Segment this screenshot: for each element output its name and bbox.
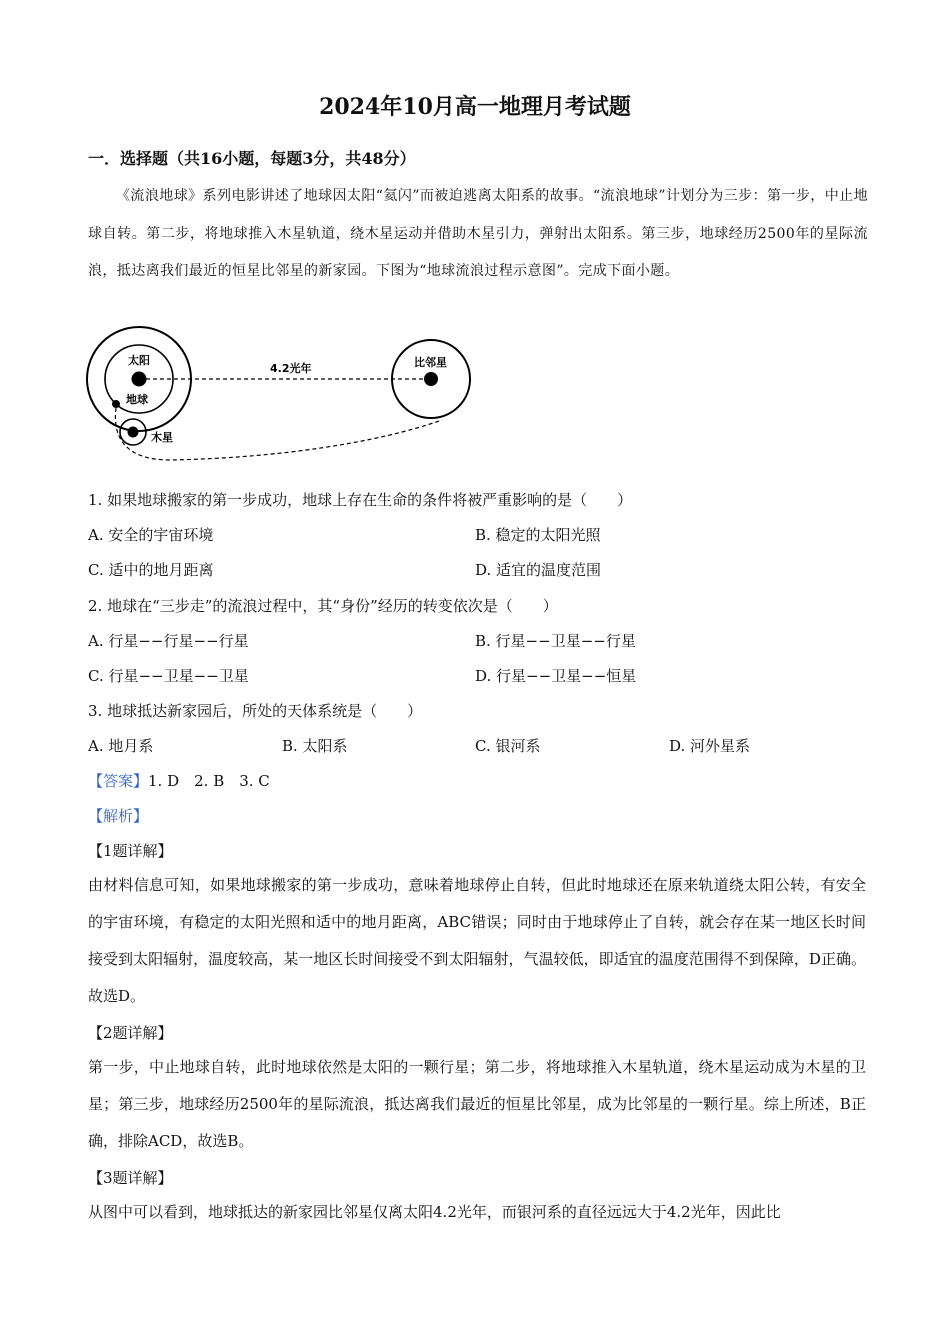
q2-option-c: C. 行星−−卫星−−卫星 — [88, 667, 249, 685]
q1-stem: 1. 如果地球搬家的第一步成功，地球上存在生命的条件将被严重影响的是（ ） — [88, 491, 633, 509]
q3-option-b: B. 太阳系 — [282, 737, 348, 755]
answer-label: 【答案】 — [88, 772, 149, 790]
earth-dot — [112, 400, 120, 408]
detail-3-text: 从图中可以看到，地球抵达的新家园比邻星仅离太阳4.2光年，而银河系的直径远远大于4.2光年，因此比 — [88, 1203, 781, 1221]
intro-passage — [88, 178, 868, 291]
answer-line — [88, 770, 270, 791]
sun-dot — [132, 372, 147, 387]
q3-option-a: A. 地月系 — [88, 737, 154, 755]
section-heading: 一．选择题（共16小题，每题3分，共48分） — [88, 149, 416, 168]
q1-option-d: D. 适宜的温度范围 — [475, 561, 602, 579]
proxima-dot — [424, 372, 438, 386]
detail-1-text: 由材料信息可知，如果地球搬家的第一步成功，意味着地球停止自转，但此时地球还在原来轨道绕太阳公转，有安全的宇宙环境，有稳定的太阳光照和适中的地月距离，ABC错误；同时由于地球停止了自转，就会存在某一地区长时间接受到太阳辐射，温度较高，某一地区长时间接受不到太阳辐射，气温较低，即适宜的温度范围得不到保障，D正确。故选D。 — [88, 876, 866, 1005]
detail-2-label: 【2题详解】 — [88, 1024, 173, 1042]
answer-value: 1. D 2. B 3. C — [148, 772, 270, 790]
q2-option-a: A. 行星−−行星−−行星 — [88, 632, 249, 650]
detail-2-text: 第一步，中止地球自转，此时地球依然是太阳的一颗行星；第二步，将地球推入木星轨道，绕木星运动成为木星的卫星；第三步，地球经历2500年的星际流浪，抵达离我们最近的恒星比邻星，成为比邻星的一颗行星。综上所述，B正确，排除ACD，故选B。 — [88, 1058, 866, 1150]
q2-option-b: B. 行星−−卫星−−行星 — [475, 632, 636, 650]
detail-3-label: 【3题详解】 — [88, 1169, 173, 1187]
q3-stem: 3. 地球抵达新家园后，所处的天体系统是（ ） — [88, 702, 423, 720]
q1-option-c: C. 适中的地月距离 — [88, 561, 214, 579]
earth-wandering-diagram — [80, 322, 480, 467]
distance-label: 4.2光年 — [270, 362, 312, 375]
jupiter-dot — [128, 427, 139, 438]
intro-text: 《流浪地球》系列电影讲述了地球因太阳“氦闪”而被迫逃离太阳系的故事。“流浪地球”计划分为三步：第一步，中止地球自转。第二步，将地球推入木星轨道，绕木星运动并借助木星引力，弹射出太阳系。第三步，地球经历2500年的星际流浪，抵达离我们最近的恒星比邻星的新家园。下图为“地球流浪过程示意图”。完成下面小题。 — [88, 188, 868, 279]
q2-option-d: D. 行星−−卫星−−恒星 — [475, 667, 637, 685]
page-title: 2024年10月高一地理月考试题 — [319, 94, 631, 120]
detail-1-label: 【1题详解】 — [88, 842, 173, 860]
earth-label: 地球 — [126, 393, 148, 406]
q2-stem: 2. 地球在“三步走”的流浪过程中，其“身份”经历的转变依次是（ ） — [88, 597, 558, 615]
q1-option-a: A. 安全的宇宙环境 — [88, 526, 214, 544]
q1-option-b: B. 稳定的太阳光照 — [475, 526, 601, 544]
q3-option-c: C. 银河系 — [475, 737, 541, 755]
analysis-label: 【解析】 — [88, 807, 149, 825]
sun-label: 太阳 — [128, 354, 150, 367]
q3-option-d: D. 河外星系 — [669, 737, 751, 755]
proxima-label: 比邻星 — [414, 356, 447, 369]
jupiter-label: 木星 — [151, 431, 173, 444]
